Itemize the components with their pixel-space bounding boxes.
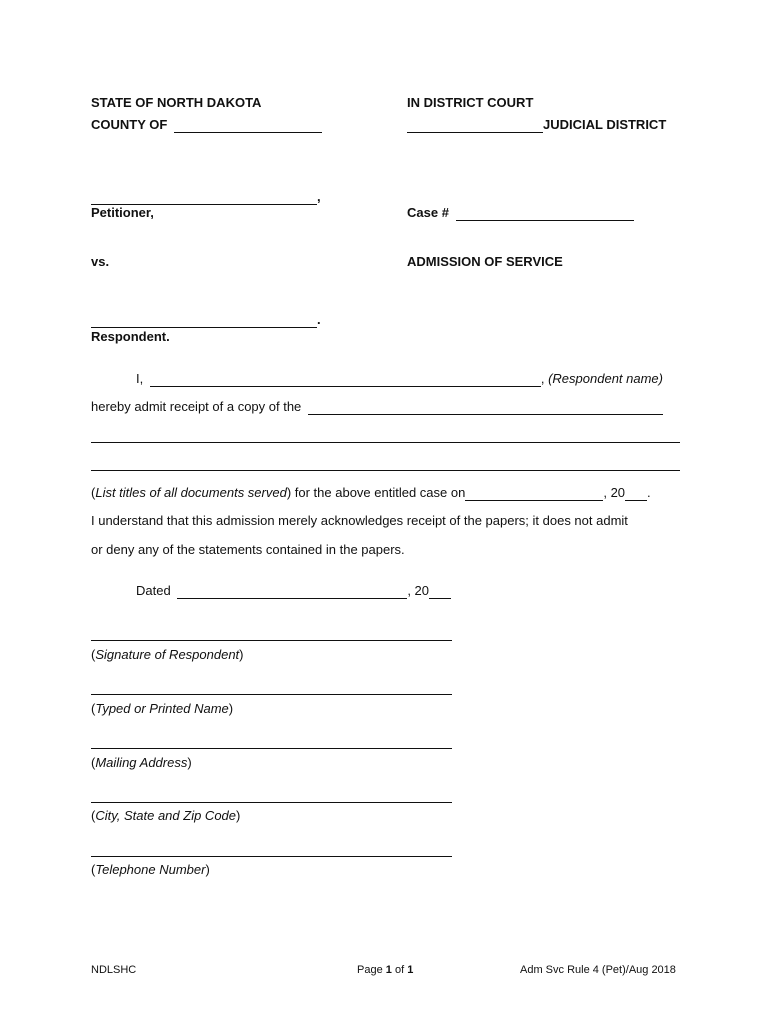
respondent-name-hint: (Respondent name) xyxy=(548,371,663,386)
county-label: COUNTY OF xyxy=(91,117,168,132)
served-year-blank[interactable] xyxy=(625,486,647,501)
dated-year-blank[interactable] xyxy=(429,584,451,599)
judicial-district-label: JUDICIAL DISTRICT xyxy=(543,117,667,132)
statement-line-1: I understand that this admission merely acknowledges receipt of the papers; it does not admit xyxy=(91,513,628,528)
typed-name-caption: (Typed or Printed Name) xyxy=(91,701,234,716)
receipt-label: hereby admit receipt of a copy of the xyxy=(91,399,302,414)
list-titles-hint: List titles of all documents served xyxy=(95,485,287,500)
i-prefix: I, xyxy=(136,371,144,386)
dated-blank[interactable] xyxy=(177,584,407,599)
dated-row xyxy=(136,583,451,599)
vs-label: vs. xyxy=(91,254,110,269)
case-label: Case # xyxy=(407,205,449,220)
county-blank[interactable] xyxy=(174,118,322,133)
respondent-blank[interactable] xyxy=(91,313,317,328)
judicial-district-blank[interactable] xyxy=(407,118,543,133)
list-titles-row: (List titles of all documents served) for the above entitled case on , 20 . xyxy=(91,485,651,500)
mailing-address-caption: (Mailing Address) xyxy=(91,755,192,770)
judicial-district-line xyxy=(407,117,666,133)
county-line xyxy=(91,117,322,133)
documents-blank-3[interactable] xyxy=(91,470,680,471)
mailing-address-line[interactable] xyxy=(91,748,452,749)
document-title: ADMISSION OF SERVICE xyxy=(407,254,563,269)
dated-year-prefix: , 20 xyxy=(407,583,430,598)
petitioner-label: Petitioner, xyxy=(91,205,154,220)
documents-blank-1[interactable] xyxy=(308,400,663,415)
documents-blank-2[interactable] xyxy=(91,442,680,443)
for-case-text: ) for the above entitled case on xyxy=(286,485,466,500)
page-number: Page 1 of 1 xyxy=(357,964,414,976)
court-heading: IN DISTRICT COURT xyxy=(407,95,534,110)
state-heading: STATE OF NORTH DAKOTA xyxy=(91,95,262,110)
signature-caption: (Signature of Respondent) xyxy=(91,647,244,662)
petitioner-name-line: , xyxy=(91,189,321,205)
signature-line[interactable] xyxy=(91,640,452,641)
respondent-name-line: . xyxy=(91,312,321,328)
dated-label: Dated xyxy=(136,583,171,598)
receipt-row xyxy=(91,399,663,415)
city-state-zip-caption: (City, State and Zip Code) xyxy=(91,808,241,823)
city-state-zip-line[interactable] xyxy=(91,802,452,803)
case-number-line xyxy=(407,205,634,221)
footer-left: NDLSHC xyxy=(91,964,137,976)
petitioner-blank[interactable] xyxy=(91,190,317,205)
telephone-caption: (Telephone Number) xyxy=(91,862,210,877)
respondent-name-row: I, , (Respondent name) xyxy=(136,371,663,386)
typed-name-line[interactable] xyxy=(91,694,452,695)
respondent-label: Respondent. xyxy=(91,329,170,344)
telephone-line[interactable] xyxy=(91,856,452,857)
case-number-blank[interactable] xyxy=(456,206,634,221)
statement-line-2: or deny any of the statements contained in the papers. xyxy=(91,542,405,557)
year-prefix: , 20 xyxy=(603,485,626,500)
respondent-name-blank[interactable] xyxy=(150,372,541,387)
footer-right: Adm Svc Rule 4 (Pet)/Aug 2018 xyxy=(520,964,676,976)
served-date-blank[interactable] xyxy=(465,486,603,501)
